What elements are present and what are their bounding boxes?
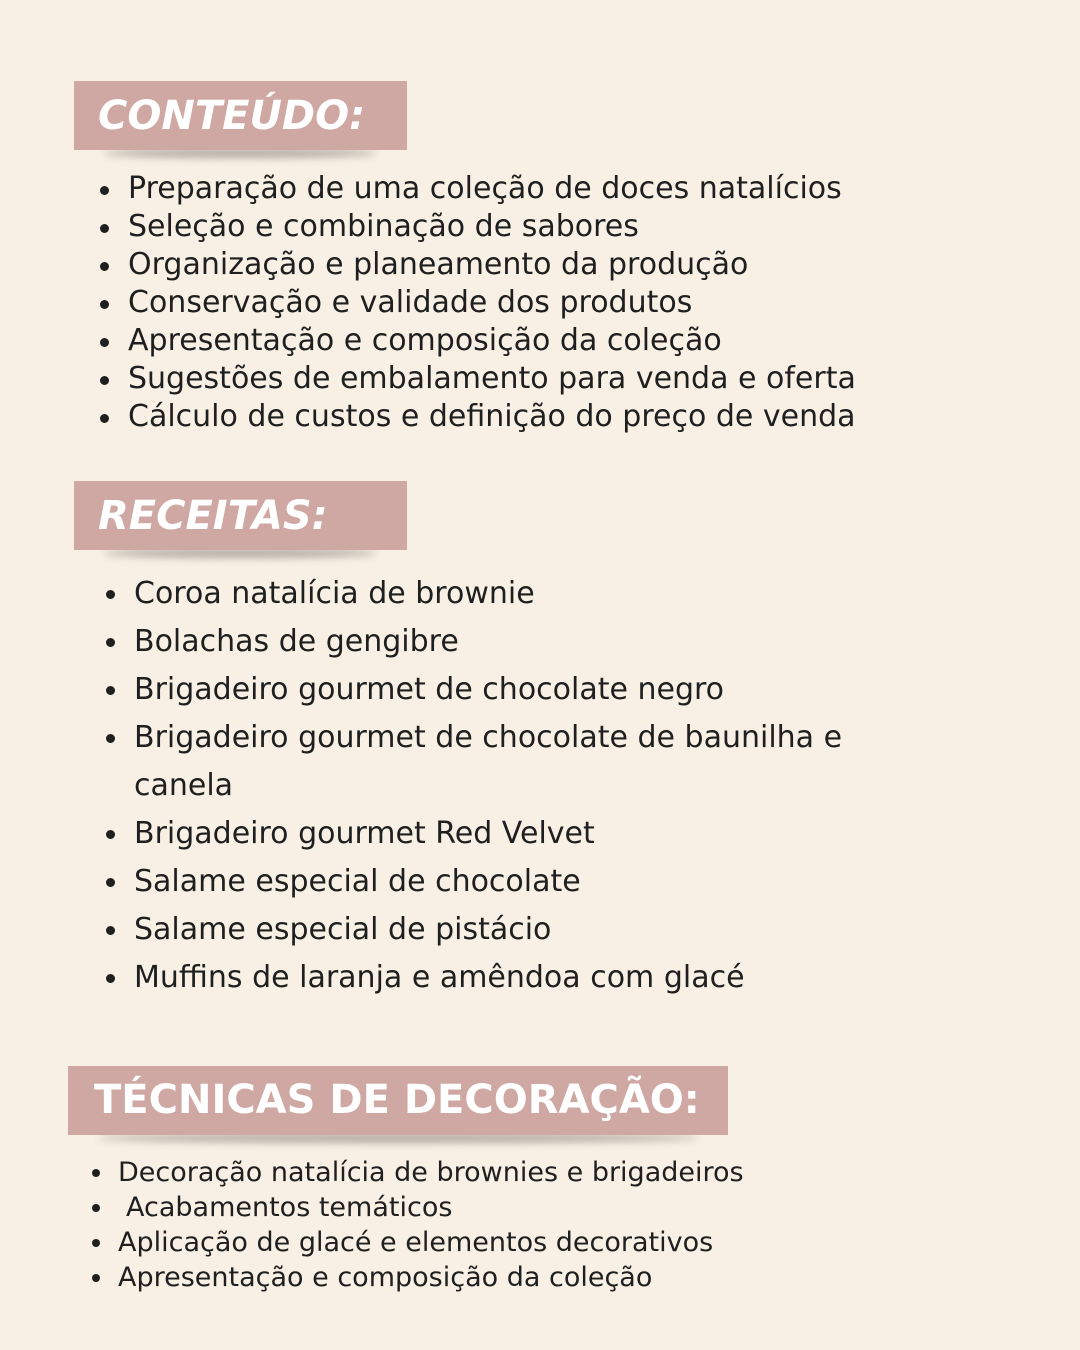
list-item: Bolachas de gengibre xyxy=(134,618,934,666)
list-item: Aplicação de glacé e elementos decorativos xyxy=(118,1225,1018,1260)
list-item: Organização e planeamento da produção xyxy=(128,246,1028,284)
section-heading-banner xyxy=(74,481,407,550)
banner-shadow xyxy=(104,548,377,558)
list-item: Cálculo de custos e definição do preço de venda xyxy=(128,398,1028,436)
banner-shadow xyxy=(98,1133,698,1143)
content-list xyxy=(128,170,1028,436)
decoration-techniques-list xyxy=(118,1155,1018,1295)
list-item: Brigadeiro gourmet Red Velvet xyxy=(134,810,934,858)
section-heading-banner xyxy=(68,1066,728,1135)
list-item: Acabamentos temáticos xyxy=(118,1190,1018,1225)
list-item: Preparação de uma coleção de doces natalícios xyxy=(128,170,1028,208)
list-item: Apresentação e composição da coleção xyxy=(118,1260,1018,1295)
section-heading: RECEITAS: xyxy=(98,493,328,539)
list-item: Muffins de laranja e amêndoa com glacé xyxy=(134,954,934,1002)
list-item: Seleção e combinação de sabores xyxy=(128,208,1028,246)
recipes-list xyxy=(134,570,934,1002)
list-item: Brigadeiro gourmet de chocolate de baunilha e canela xyxy=(134,714,934,810)
list-item: Brigadeiro gourmet de chocolate negro xyxy=(134,666,934,714)
list-item: Conservação e validade dos produtos xyxy=(128,284,1028,322)
list-item: Sugestões de embalamento para venda e oferta xyxy=(128,360,1028,398)
section-heading: CONTEÚDO: xyxy=(98,93,366,139)
list-item: Coroa natalícia de brownie xyxy=(134,570,934,618)
list-item: Decoração natalícia de brownies e brigadeiros xyxy=(118,1155,1018,1190)
section-receitas xyxy=(74,481,934,1002)
section-heading: TÉCNICAS DE DECORAÇÃO: xyxy=(94,1077,700,1123)
section-tecnicas-decoracao xyxy=(68,1066,1018,1295)
section-conteudo xyxy=(74,81,1028,436)
section-heading-banner xyxy=(74,81,407,150)
list-item: Apresentação e composição da coleção xyxy=(128,322,1028,360)
list-item: Salame especial de chocolate xyxy=(134,858,934,906)
banner-shadow xyxy=(104,148,377,158)
list-item: Salame especial de pistácio xyxy=(134,906,934,954)
